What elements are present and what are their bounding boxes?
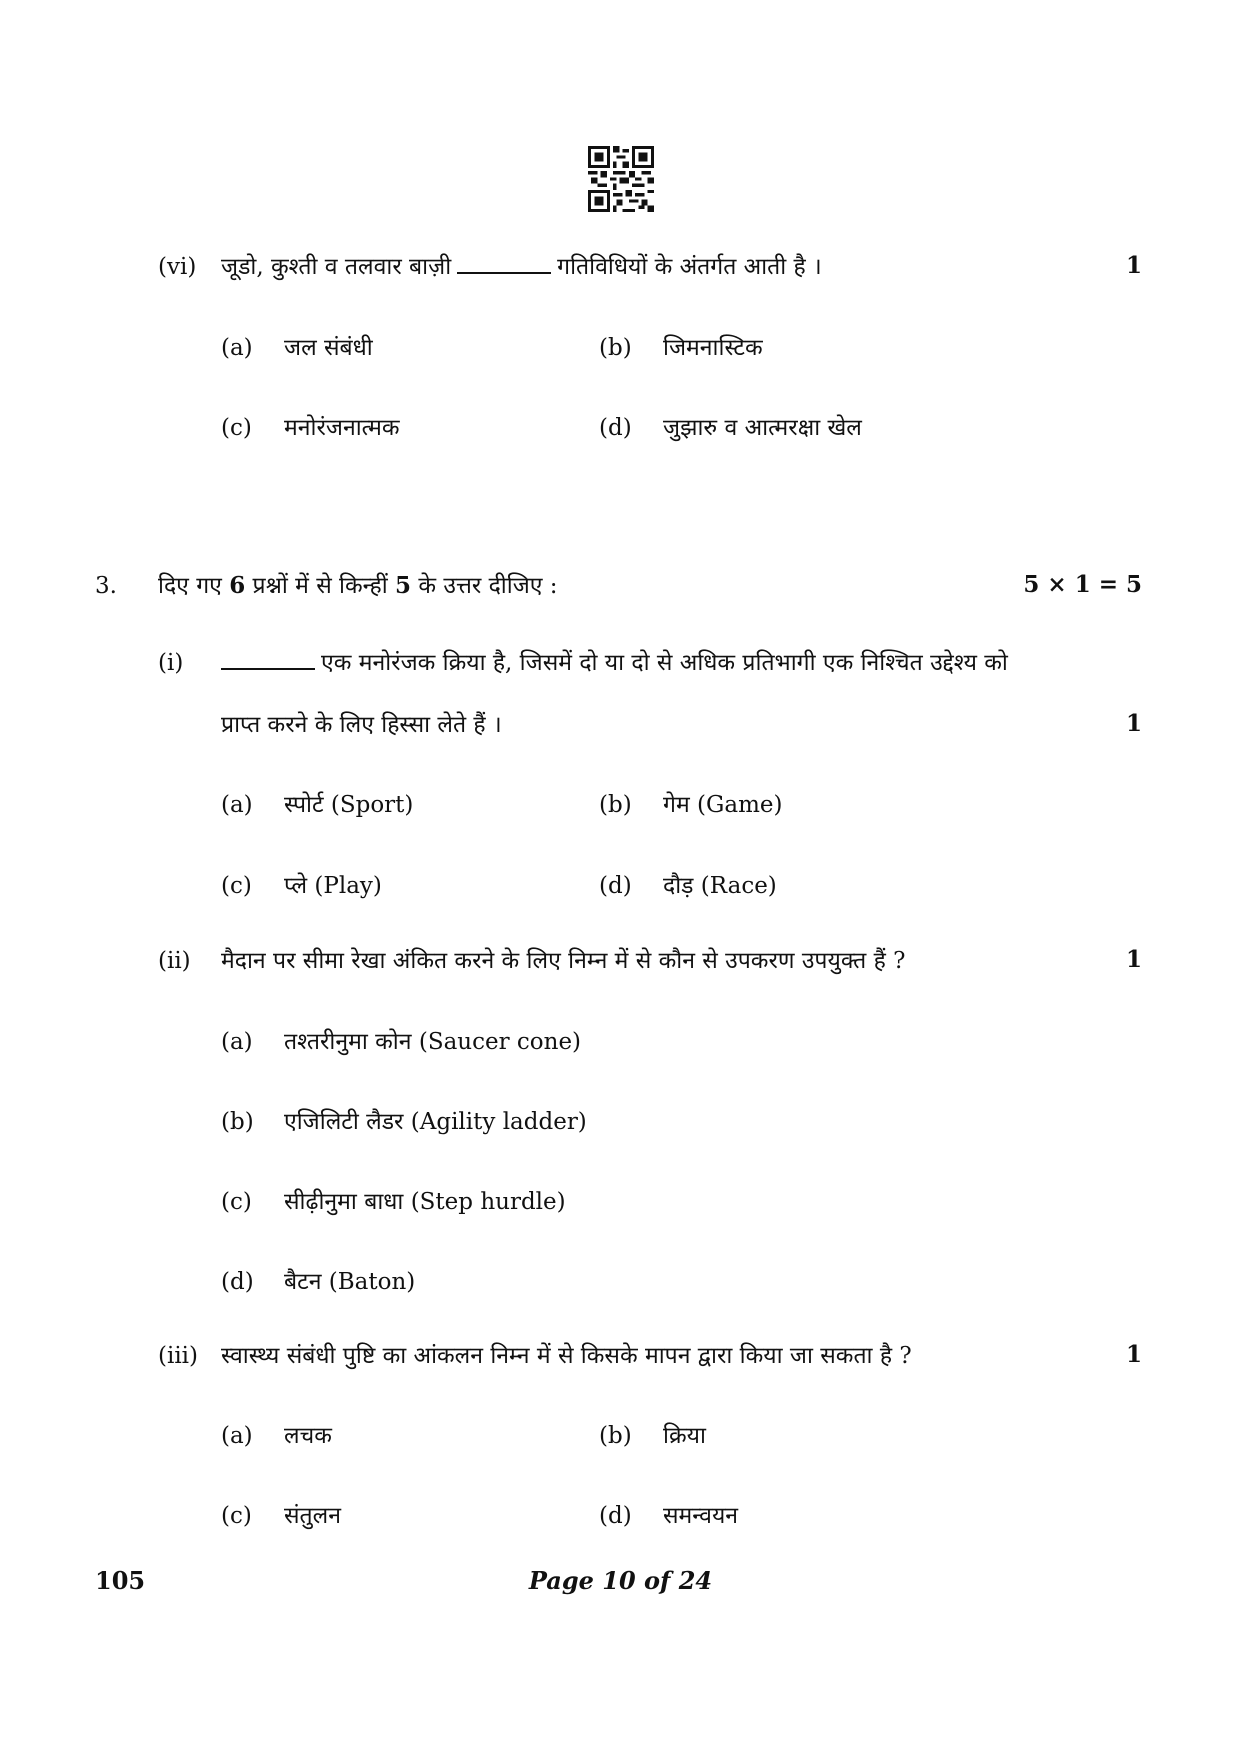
page-number: Page 10 of 24	[528, 1566, 713, 1595]
option-text: तश्तरीनुमा कोन (Saucer cone)	[284, 1029, 582, 1055]
option-label: (c)	[221, 1503, 252, 1529]
option-label: (c)	[221, 873, 252, 899]
question-number: (ii)	[158, 948, 191, 974]
question-marks: 1	[1125, 946, 1142, 973]
option-text: संतुलन	[284, 1503, 342, 1529]
question-number: 3.	[95, 573, 117, 599]
option-text: समन्वयन	[663, 1503, 739, 1529]
qr-code-icon	[588, 146, 654, 212]
question-text: मैदान पर सीमा रेखा अंकित करने के लिए निम्न में से कौन से उपकरण उपयुक्त हैं ?	[221, 948, 906, 974]
option-text: सीढ़ीनुमा बाधा (Step hurdle)	[284, 1189, 566, 1215]
question-number: (i)	[158, 650, 184, 676]
paper-code: 105	[95, 1566, 146, 1595]
option-label: (d)	[221, 1269, 254, 1295]
option-text: बैटन (Baton)	[284, 1269, 416, 1295]
instruction-number: 6	[229, 572, 246, 599]
option-text: स्पोर्ट (Sport)	[284, 792, 414, 818]
question-number: (iii)	[158, 1343, 199, 1369]
option-text: क्रिया	[663, 1423, 706, 1449]
question-marks: 1	[1125, 1341, 1142, 1368]
instruction-part: दिए गए	[158, 573, 222, 599]
option-text: गेम (Game)	[663, 792, 783, 818]
option-text: दौड़ (Race)	[663, 873, 777, 899]
instruction-part: प्रश्नों में से किन्हीं	[252, 573, 388, 599]
question-text-after: गतिविधियों के अंतर्गत आती है ।	[557, 254, 822, 280]
question-marks: 5 × 1 = 5	[1023, 571, 1142, 598]
option-label: (b)	[599, 335, 632, 361]
fill-blank	[221, 648, 315, 670]
instruction-part: के उत्तर दीजिए :	[418, 573, 558, 599]
question-marks: 1	[1125, 710, 1142, 737]
question-text-before: जूडो, कुश्ती व तलवार बाज़ी	[221, 254, 452, 280]
option-label: (d)	[599, 415, 632, 441]
option-text: प्ले (Play)	[284, 873, 382, 899]
option-text: मनोरंजनात्मक	[284, 415, 400, 441]
question-instruction	[158, 571, 558, 601]
option-label: (c)	[221, 415, 252, 441]
option-label: (a)	[221, 1029, 253, 1055]
option-label: (b)	[599, 1423, 632, 1449]
option-label: (a)	[221, 1423, 253, 1449]
question-number: (vi)	[158, 254, 197, 280]
question-text	[221, 648, 1008, 678]
option-text: लचक	[284, 1423, 332, 1449]
option-label: (c)	[221, 1189, 252, 1215]
question-text-line: प्राप्त करने के लिए हिस्सा लेते हैं ।	[221, 712, 502, 738]
option-text: जुझारु व आत्मरक्षा खेल	[663, 415, 862, 441]
option-label: (b)	[599, 792, 632, 818]
question-text-line: एक मनोरंजक क्रिया है, जिसमें दो या दो से अधिक प्रतिभागी एक निश्चित उद्देश्य को	[321, 650, 1008, 676]
question-marks: 1	[1125, 252, 1142, 279]
option-label: (a)	[221, 335, 253, 361]
question-text: स्वास्थ्य संबंधी पुष्टि का आंकलन निम्न में से किसके मापन द्वारा किया जा सकता है ?	[221, 1343, 912, 1369]
instruction-number: 5	[395, 572, 412, 599]
fill-blank	[457, 252, 551, 274]
option-text: जल संबंधी	[284, 335, 373, 361]
option-label: (d)	[599, 873, 632, 899]
option-text: जिमनास्टिक	[663, 335, 763, 361]
option-label: (b)	[221, 1109, 254, 1135]
option-label: (a)	[221, 792, 253, 818]
question-text	[221, 252, 822, 282]
option-label: (d)	[599, 1503, 632, 1529]
option-text: एजिलिटी लैडर (Agility ladder)	[284, 1109, 587, 1135]
